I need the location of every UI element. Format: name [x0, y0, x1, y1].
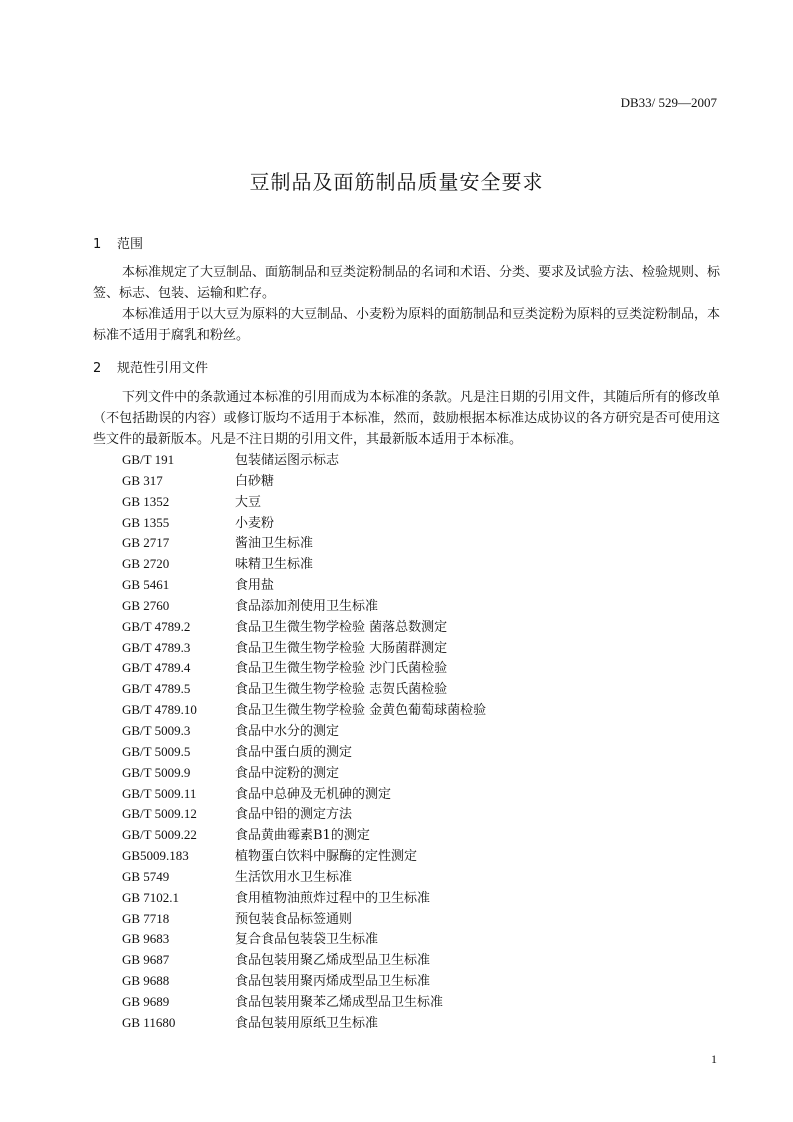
- reference-title: 食品卫生微生物学检验 沙门氏菌检验: [235, 661, 448, 677]
- reference-code: GB 2760: [122, 597, 170, 613]
- page-number: 1: [711, 1052, 717, 1066]
- reference-code: GB/T 5009.9: [122, 764, 191, 780]
- reference-title: 包装储运图示标志: [235, 453, 340, 468]
- reference-row: [122, 950, 722, 971]
- reference-title: 食用植物油煎炸过程中的卫生标准: [235, 890, 431, 906]
- reference-code: GB 9683: [122, 931, 170, 947]
- reference-title: 食品黄曲霉素B1的测定: [235, 828, 370, 844]
- reference-row: [122, 721, 722, 742]
- reference-title: 食品添加剂使用卫生标准: [235, 598, 379, 614]
- reference-code: GB 2717: [122, 535, 170, 551]
- reference-title: 小麦粉: [235, 515, 275, 531]
- reference-title: 食品中淀粉的测定: [235, 765, 340, 781]
- reference-code: GB 317: [122, 472, 163, 488]
- reference-row: [122, 533, 722, 554]
- reference-title: 复合食品包装袋卫生标准: [235, 932, 379, 948]
- reference-code: GB 7102.1: [122, 889, 180, 905]
- normative-reference-list: [122, 450, 722, 1034]
- reference-title: 食品包装用聚苯乙烯成型品卫生标准: [235, 994, 444, 1010]
- reference-code: GB 11680: [122, 1014, 176, 1030]
- reference-title: 食品卫生微生物学检验 金黄色葡萄球菌检验: [235, 703, 487, 719]
- document-title: 豆制品及面筋制品质量安全要求: [249, 170, 544, 194]
- reference-row: [122, 596, 722, 617]
- references-intro-paragraph: 下列文件中的条款通过本标准的引用而成为本标准的条款。凡是注日期的引用文件，其随后所有的修改单（不包括勘误的内容）或修订版均不适用于本标准，然而，鼓励根据本标准达成协议的各方研究是否可使用这些文件的最新版本。凡是不注日期的引用文件，其最新版本适用于本标准。: [93, 390, 721, 447]
- reference-row: [122, 617, 722, 638]
- section-number: 2: [93, 361, 102, 376]
- reference-code: GB/T 4789.4: [122, 660, 191, 676]
- section-title: 范围: [117, 237, 144, 252]
- reference-title: 植物蛋白饮料中脲酶的定性测定: [235, 849, 418, 865]
- reference-code: GB 9688: [122, 973, 170, 989]
- reference-code: GB/T 5009.3: [122, 722, 191, 738]
- scope-paragraph-1: 本标准规定了大豆制品、面筋制品和豆类淀粉制品的名词和术语、分类、要求及试验方法、检验规则、标签、标志、包装、运输和贮存。: [93, 265, 721, 301]
- reference-row: [122, 846, 722, 867]
- reference-code: GB/T 5009.5: [122, 743, 191, 759]
- reference-code: GB5009.183: [122, 848, 189, 864]
- reference-row: [122, 638, 722, 659]
- section-number: 1: [93, 237, 102, 252]
- reference-row: [122, 679, 722, 700]
- reference-title: 食品中总砷及无机砷的测定: [235, 786, 392, 802]
- section-1-heading: [93, 233, 143, 252]
- reference-row: [122, 1013, 722, 1034]
- reference-code: GB/T 4789.2: [122, 618, 191, 634]
- reference-row: [122, 867, 722, 888]
- reference-code: GB 9689: [122, 993, 170, 1009]
- reference-row: [122, 492, 722, 513]
- reference-code: GB 9687: [122, 952, 170, 968]
- reference-code: GB 1352: [122, 493, 170, 509]
- reference-row: [122, 742, 722, 763]
- reference-code: GB 5461: [122, 577, 170, 593]
- reference-title: 食品包装用原纸卫生标准: [235, 1015, 379, 1031]
- section-title: 规范性引用文件: [117, 361, 209, 376]
- reference-code: GB/T 5009.11: [122, 785, 197, 801]
- reference-row: [122, 909, 722, 930]
- reference-title: 食品中水分的测定: [235, 723, 340, 739]
- document-code: DB33/ 529—2007: [620, 95, 717, 110]
- reference-row: [122, 471, 722, 492]
- scope-paragraph-2: 本标准适用于以大豆为原料的大豆制品、小麦粉为原料的面筋制品和豆类淀粉为原料的豆类淀粉制品，本标准不适用于腐乳和粉丝。: [93, 307, 721, 343]
- reference-code: GB/T 5009.12: [122, 806, 197, 822]
- reference-title: 食品包装用聚丙烯成型品卫生标准: [235, 974, 431, 990]
- reference-title: 食品包装用聚乙烯成型品卫生标准: [235, 953, 431, 969]
- reference-code: GB/T 4789.3: [122, 639, 191, 655]
- reference-row: [122, 513, 722, 534]
- reference-row: [122, 575, 722, 596]
- reference-title: 预包装食品标签通则: [235, 911, 353, 927]
- section-2-heading: [93, 357, 208, 376]
- reference-row: [122, 992, 722, 1013]
- reference-row: [122, 929, 722, 950]
- reference-row: [122, 825, 722, 846]
- reference-code: GB 2720: [122, 556, 170, 572]
- reference-title: 食品卫生微生物学检验 志贺氏菌检验: [235, 682, 448, 698]
- reference-title: 大豆: [235, 494, 262, 510]
- reference-title: 食用盐: [235, 578, 275, 594]
- reference-title: 酱油卫生标准: [235, 536, 314, 552]
- reference-title: 生活饮用水卫生标准: [235, 869, 353, 885]
- reference-row: [122, 700, 722, 721]
- reference-title: 食品中蛋白质的测定: [235, 744, 353, 760]
- reference-title: 食品中铅的测定方法: [235, 807, 353, 823]
- reference-title: 味精卫生标准: [235, 557, 314, 573]
- reference-row: [122, 554, 722, 575]
- reference-code: GB 7718: [122, 910, 170, 926]
- reference-title: 白砂糖: [235, 473, 275, 489]
- reference-code: GB/T 191: [122, 452, 175, 467]
- reference-title: 食品卫生微生物学检验 大肠菌群测定: [235, 640, 448, 656]
- reference-row: [122, 784, 722, 805]
- reference-code: GB/T 5009.22: [122, 827, 197, 843]
- reference-code: GB/T 4789.5: [122, 681, 191, 697]
- reference-row: [122, 450, 722, 471]
- reference-row: [122, 763, 722, 784]
- reference-row: [122, 804, 722, 825]
- reference-code: GB/T 4789.10: [122, 702, 197, 718]
- reference-code: GB 5749: [122, 868, 170, 884]
- reference-row: [122, 971, 722, 992]
- reference-row: [122, 658, 722, 679]
- reference-row: [122, 888, 722, 909]
- reference-code: GB 1355: [122, 514, 170, 530]
- reference-title: 食品卫生微生物学检验 菌落总数测定: [235, 619, 448, 635]
